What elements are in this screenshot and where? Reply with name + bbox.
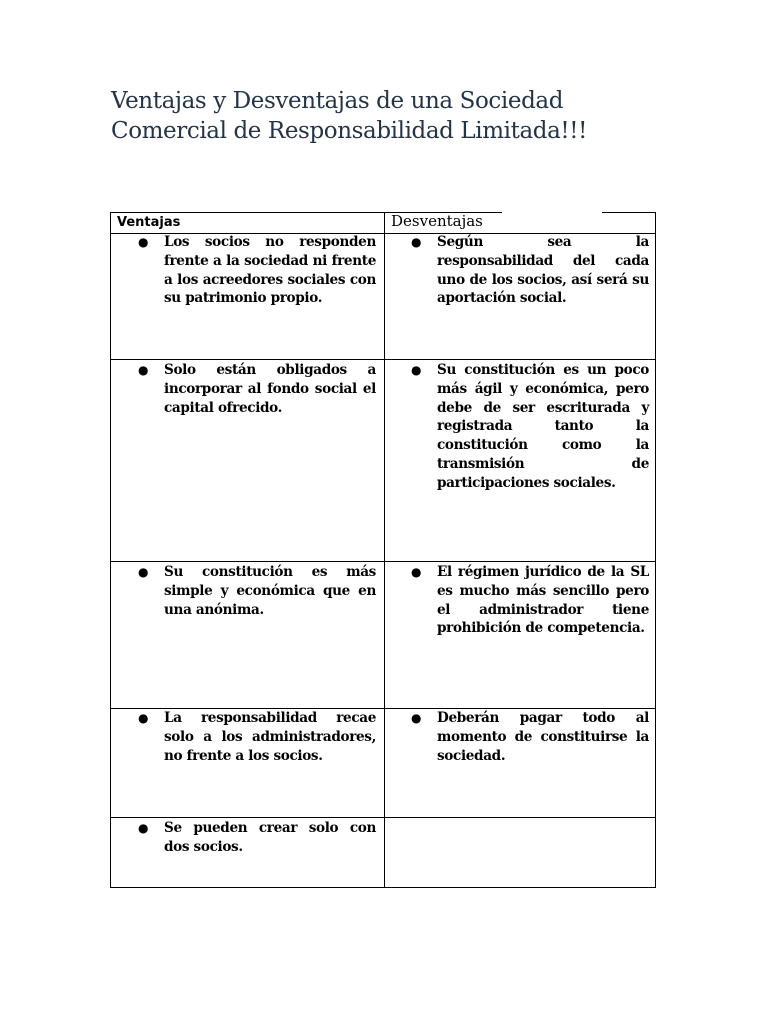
desventaja-text: El régimen jurídico de la SL es mucho más sencillo pero el administrador tiene prohibición de competencia. [437, 564, 649, 637]
document-title: Ventajas y Desventajas de una Sociedad Comercial de Responsabilidad Limitada!!! [111, 88, 587, 144]
bullet-icon: ● [138, 363, 149, 377]
desventaja-text: Su constitución es un poco más ágil y económica, pero debe de ser escriturada y registrada tanto la constitución como la transmisión de participaciones sociales. [437, 362, 649, 491]
bullet-icon: ● [411, 711, 422, 725]
desventaja-text: Deberán pagar todo al momento de constituirse la sociedad. [437, 710, 649, 764]
table-cell-desventaja [411, 563, 649, 638]
row-divider [111, 817, 655, 818]
table-cell-ventaja [138, 709, 376, 765]
table-cell-ventaja [138, 563, 376, 619]
table-cell-ventaja [138, 361, 376, 417]
ventaja-text: Se pueden crear solo con dos socios. [164, 820, 376, 855]
bullet-icon: ● [411, 363, 422, 377]
ventaja-text: La responsabilidad recae solo a los administradores, no frente a los socios. [164, 710, 376, 764]
table-cell-desventaja [411, 709, 649, 765]
bullet-icon: ● [411, 235, 422, 249]
column-divider [384, 213, 385, 887]
ventaja-text: Solo están obligados a incorporar al fondo social el capital ofrecido. [164, 362, 376, 416]
table-cell-desventaja [411, 233, 649, 308]
bullet-icon: ● [411, 565, 422, 579]
table-cell-ventaja [138, 233, 376, 308]
header-desventajas: Desventajas [391, 212, 483, 230]
header-gap [502, 211, 602, 214]
bullet-icon: ● [138, 565, 149, 579]
row-divider [111, 561, 655, 562]
table-cell-desventaja [411, 361, 649, 493]
ventaja-text: Los socios no responden frente a la sociedad ni frente a los acreedores sociales con su patrimonio propio. [164, 234, 376, 307]
bullet-icon: ● [138, 821, 149, 835]
desventaja-text: Según sea la responsabilidad del cada uno de los socios, así será su aportación social. [437, 234, 649, 307]
table-cell-ventaja [138, 819, 376, 857]
bullet-icon: ● [138, 711, 149, 725]
comparison-table [110, 212, 656, 888]
header-ventajas: Ventajas [117, 215, 181, 230]
row-divider [111, 359, 655, 360]
ventaja-text: Su constitución es más simple y económica que en una anónima. [164, 564, 376, 618]
bullet-icon: ● [138, 235, 149, 249]
